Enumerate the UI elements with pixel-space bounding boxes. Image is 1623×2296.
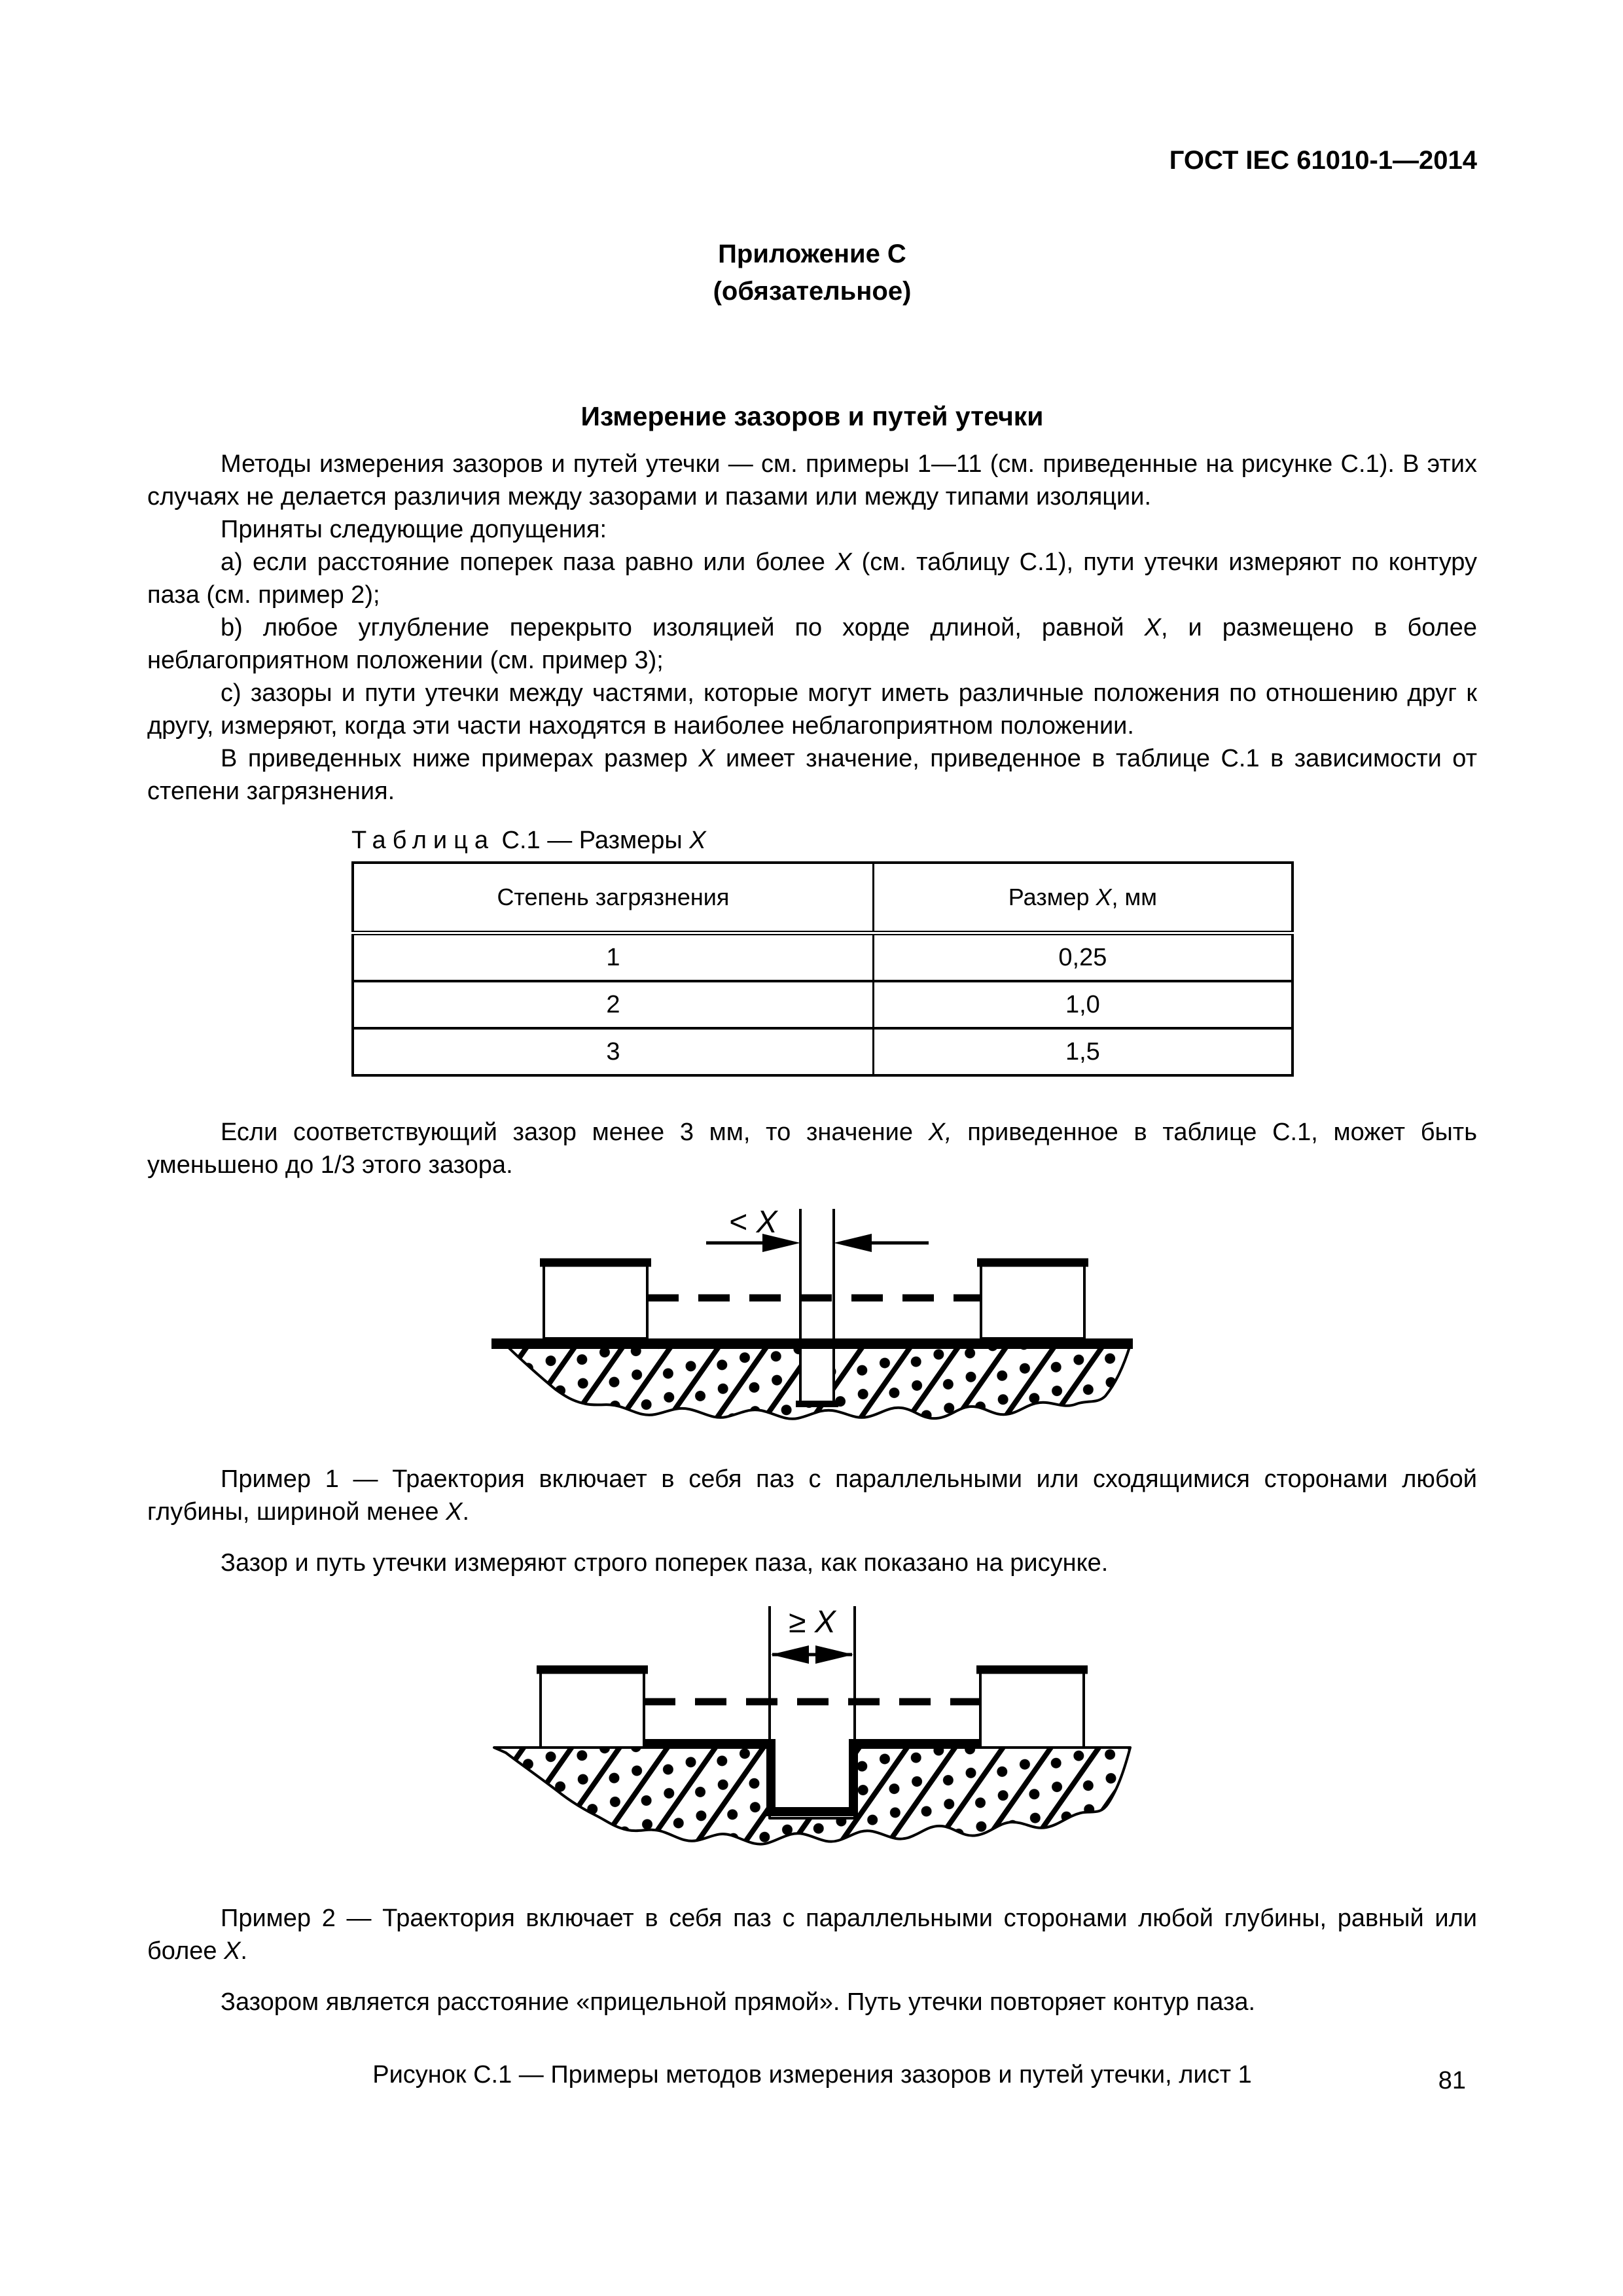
paragraph <box>147 513 1477 546</box>
groove-interior <box>799 1349 835 1404</box>
text-segment: Приняты следующие допущения: <box>221 516 607 543</box>
cell-size-1: 0,25 <box>873 933 1293 982</box>
example-2-paragraphs <box>147 1902 1477 2018</box>
paragraph <box>147 1902 1477 1967</box>
conductor-block-left <box>540 1260 651 1338</box>
intro-paragraphs <box>147 448 1477 808</box>
paragraph <box>147 1116 1477 1181</box>
cell-degree-1: 1 <box>606 943 620 971</box>
figure-example-1 <box>147 1206 1477 1429</box>
text-segment: Зазором является расстояние «прицельной прямой». Путь утечки повторяет контур паза. <box>221 1988 1256 2016</box>
paragraph <box>147 1463 1477 1528</box>
variable-text: X <box>224 1937 241 1965</box>
figure-1-drawing <box>478 1206 1146 1426</box>
col2-pre: Размер <box>1008 884 1096 910</box>
column-header-pollution-degree: Степень загрязнения <box>353 863 873 933</box>
variable-text: X <box>698 745 715 772</box>
table-caption-variable: X <box>689 827 706 854</box>
dimension-label: ≥ X <box>789 1605 836 1640</box>
text-segment: Методы измерения зазоров и путей утечки — см. примеры 1—11 (см. приведенные на рисунке С.1). В этих случаях не делается различия между зазорами и пазами или между типами изоляции. <box>147 450 1477 511</box>
annex-title: Приложение С <box>718 240 906 268</box>
paragraph <box>147 1986 1477 2018</box>
dimension-label: < X <box>729 1206 777 1240</box>
figure-example-2 <box>147 1602 1477 1871</box>
text-segment: приведенное в таблице С.1, может быть уменьшено до 1/3 этого зазора. <box>147 1119 1477 1179</box>
insulation-material <box>494 1748 1130 1844</box>
variable-text: X <box>835 548 852 576</box>
variable-text: X, <box>928 1119 952 1146</box>
text-segment: b) любое углубление перекрыто изоляцией по хорде длиной, равной <box>221 614 1145 641</box>
text-segment: В приведенных ниже примерах размер <box>221 745 699 772</box>
table-caption-word: Таблица <box>351 827 495 854</box>
example-1-paragraphs <box>147 1463 1477 1579</box>
cell-size-2: 1,0 <box>873 981 1293 1028</box>
after-table-paragraphs <box>147 1116 1477 1181</box>
table-row <box>353 933 1293 982</box>
text-segment: Пример 2 — Траектория включает в себя паз с параллельными сторонами любой глубины, равный или более <box>147 1905 1477 1965</box>
text-segment: имеет значение, приведенное в таблице С.1 в зависимости от степени загрязнения. <box>147 745 1478 805</box>
table-caption <box>351 825 1477 856</box>
figure-caption: Рисунок С.1 — Примеры методов измерения зазоров и путей утечки, лист 1 <box>372 2061 1252 2089</box>
figure-2-drawing <box>478 1602 1146 1867</box>
conductor-block-left <box>537 1667 648 1748</box>
text-segment: . <box>462 1498 469 1526</box>
cell-degree-3: 3 <box>353 1028 873 1075</box>
table-caption-mid: С.1 — Размеры <box>495 827 690 854</box>
conductor-block-right <box>976 1667 1088 1748</box>
cell-size-3: 1,5 <box>873 1028 1293 1075</box>
paragraph <box>147 611 1477 677</box>
paragraph <box>147 448 1477 513</box>
section-heading: Измерение зазоров и путей утечки <box>580 401 1044 431</box>
variable-text: X <box>1144 614 1161 641</box>
dimension-arrows <box>771 1645 853 1664</box>
col2-post: , мм <box>1111 884 1158 910</box>
paragraph <box>147 742 1477 808</box>
cell-degree-2: 2 <box>353 981 873 1028</box>
text-segment: (см. таблицу С.1), пути утечки измеряют по контуру паза (см. пример 2); <box>147 548 1477 609</box>
paragraph <box>147 546 1477 611</box>
text-segment: , и размещено в более неблагоприятном положении (см. пример 3); <box>147 614 1477 674</box>
conductor-block-right <box>977 1260 1088 1338</box>
text-segment: c) зазоры и пути утечки между частями, которые могут иметь различные положения по отношению друг к другу, измеряют, когда эти части находятся в наиболее неблагоприятном положении. <box>147 679 1477 740</box>
text-segment: . <box>240 1937 247 1965</box>
annex-subtitle: (обязательное) <box>713 277 912 306</box>
page-number: 81 <box>1438 2067 1466 2094</box>
col2-variable: X <box>1096 884 1112 910</box>
table-row <box>353 1028 1293 1075</box>
text-segment: a) если расстояние поперек паза равно или более <box>221 548 836 576</box>
text-segment: Зазор и путь утечки измеряют строго поперек паза, как показано на рисунке. <box>221 1549 1109 1577</box>
text-segment: Если соответствующий зазор менее 3 мм, то значение <box>221 1119 929 1146</box>
paragraph <box>147 677 1477 742</box>
text-segment: Пример 1 — Траектория включает в себя паз с параллельными или сходящимися сторонами любой глубины, шириной менее <box>147 1465 1477 1526</box>
variable-text: X <box>446 1498 463 1526</box>
page-header: ГОСТ IEC 61010-1—2014 <box>1169 146 1477 175</box>
paragraph <box>147 1547 1477 1579</box>
table-header-row <box>353 863 1293 933</box>
size-table <box>351 861 1294 1077</box>
column-header-size-x <box>873 863 1293 933</box>
table-row <box>353 981 1293 1028</box>
